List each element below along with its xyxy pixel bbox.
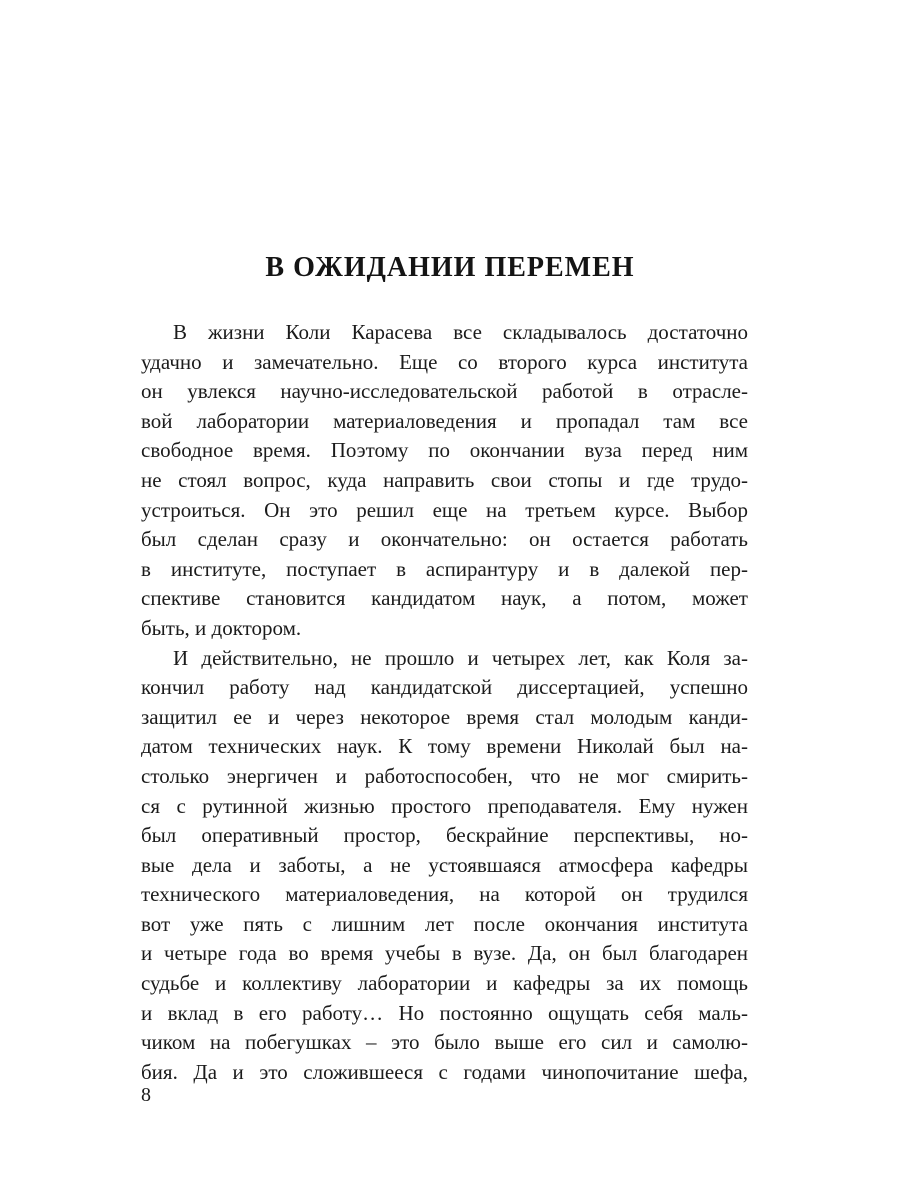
text-line: вые дела и заботы, а не устоявшаяся атмосфера кафедры: [141, 852, 748, 877]
paragraph: [141, 644, 748, 1088]
text-line: в институте, поступает в аспирантуру и в далекой пер-: [141, 556, 748, 581]
text-line: бия. Да и это сложившееся с годами чинопочитание шефа,: [141, 1059, 748, 1084]
text-line: вот уже пять с лишним лет после окончания института: [141, 911, 748, 936]
text-line: И действительно, не прошло и четырех лет, как Коля за-: [173, 645, 748, 670]
text-line: защитил ее и через некоторое время стал молодым канди-: [141, 704, 748, 729]
text-line: спективе становится кандидатом наук, а потом, может: [141, 586, 748, 611]
text-line: не стоял вопрос, куда направить свои стопы и где трудо-: [141, 467, 748, 492]
text-line: судьбе и коллективу лаборатории и кафедры за их помощь: [141, 971, 748, 996]
text-line: и вклад в его работу… Но постоянно ощущать себя маль-: [141, 1000, 748, 1025]
text-line: был сделан сразу и окончательно: он остается работать: [141, 527, 748, 552]
text-line: удачно и замечательно. Еще со второго курса института: [141, 349, 748, 374]
page-number: 8: [141, 1084, 151, 1106]
text-line: столько энергичен и работоспособен, что не мог смирить-: [141, 763, 748, 788]
text-line: В жизни Коли Карасева все складывалось достаточно: [173, 320, 748, 344]
text-line: ся с рутинной жизнью простого преподавателя. Ему нужен: [141, 793, 748, 818]
text-line: чиком на побегушках – это было выше его сил и самолю-: [141, 1030, 748, 1055]
chapter-title: В ОЖИДАНИИ ПЕРЕМЕН: [265, 252, 635, 283]
text-line: быть, и доктором.: [141, 615, 302, 640]
body-text: [141, 318, 748, 1087]
text-line: он увлекся научно-исследовательской работой в отрасле-: [141, 379, 748, 404]
text-line: вой лаборатории материаловедения и пропадал там все: [141, 408, 748, 433]
text-line: свободное время. Поэтому по окончании вуза перед ним: [141, 438, 748, 463]
paragraph: [141, 318, 748, 644]
text-line: датом технических наук. К тому времени Николай был на-: [141, 734, 748, 759]
text-line: и четыре года во время учебы в вузе. Да, он был благодарен: [141, 941, 748, 966]
text-line: был оперативный простор, бескрайние перспективы, но-: [141, 823, 748, 848]
text-line: технического материаловедения, на которой он трудился: [141, 882, 748, 907]
text-line: кончил работу над кандидатской диссертацией, успешно: [141, 675, 748, 700]
text-line: устроиться. Он это решил еще на третьем курсе. Выбор: [141, 497, 748, 522]
